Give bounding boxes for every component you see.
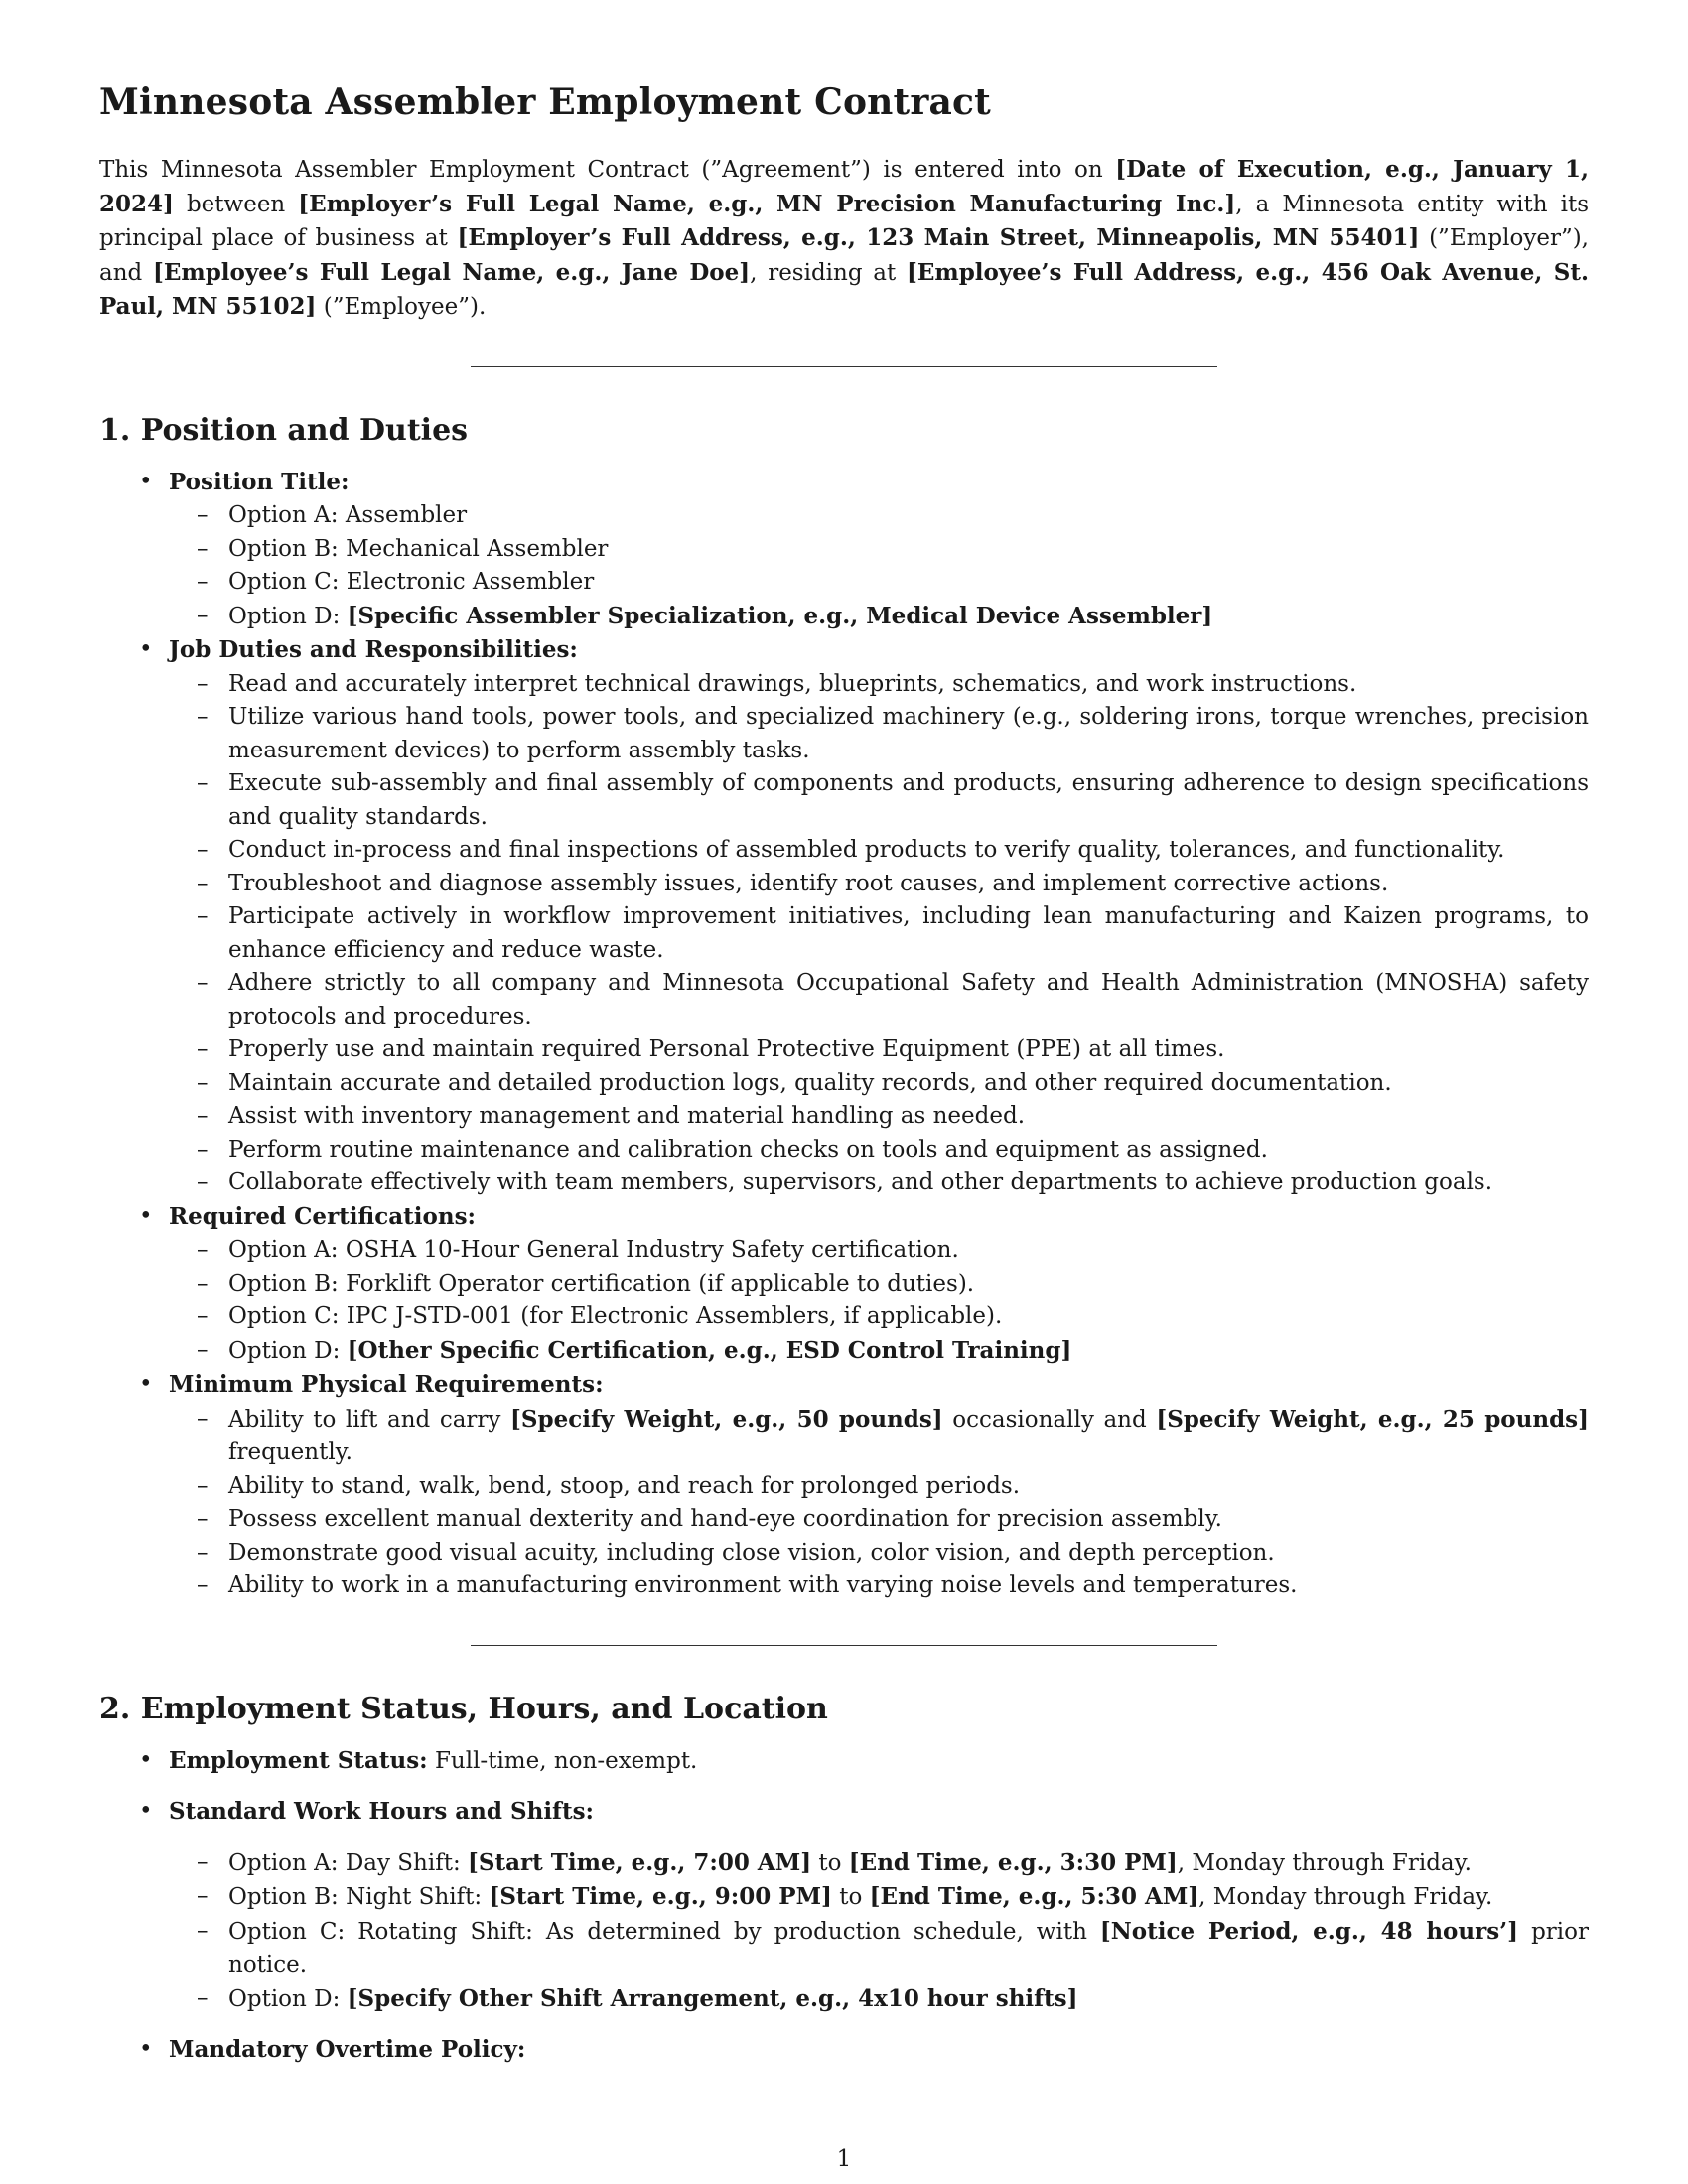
list-item [169, 1234, 1589, 1268]
placeholder-text: [Specify Weight, e.g., 25 pounds] [1156, 1405, 1589, 1433]
item-label: Job Duties and Responsibilities: [169, 636, 578, 663]
item-text: Option B: Mechanical Assembler [228, 535, 609, 562]
item-text: Full-time, non-exempt. [427, 1747, 698, 1774]
item-text: Perform routine maintenance and calibration checks on tools and equipment as assigned. [228, 1136, 1268, 1162]
list-item [169, 834, 1589, 868]
dash-icon: – [197, 502, 209, 528]
date-placeholder: [Date of Execution, e.g., January 1, 2024] [99, 156, 1590, 217]
dash-icon: – [197, 1169, 209, 1195]
list-item [169, 1067, 1589, 1101]
list-item [169, 1300, 1589, 1334]
section-divider [471, 1645, 1217, 1646]
item-label: Employment Status: [169, 1746, 428, 1774]
dash-icon: – [197, 1036, 209, 1062]
dash-icon: – [197, 535, 209, 562]
placeholder-text: [End Time, e.g., 5:30 AM] [869, 1883, 1199, 1910]
list-item-certifications [99, 1200, 1589, 1369]
list-item [169, 1915, 1589, 1982]
dash-icon: – [197, 1883, 209, 1909]
item-text: Properly use and maintain required Personal Protective Equipment (PPE) at all times. [228, 1036, 1225, 1062]
dash-icon: – [197, 602, 209, 628]
list-item [169, 900, 1589, 967]
dash-icon: – [197, 1984, 209, 2011]
list-item [169, 668, 1589, 702]
item-text: Ability to work in a manufacturing environment with varying noise levels and temperatures. [228, 1572, 1298, 1598]
bullet-icon: • [139, 1746, 153, 1773]
section-2-list [99, 1744, 1589, 2068]
dash-icon: – [197, 1539, 209, 1566]
section-2-heading: 2. Employment Status, Hours, and Location [99, 1691, 828, 1726]
dash-icon: – [197, 1237, 209, 1263]
dash-icon: – [197, 1069, 209, 1096]
dash-icon: – [197, 770, 209, 796]
bullet-icon: • [139, 468, 153, 494]
placeholder-text: [Specify Weight, e.g., 50 pounds] [510, 1405, 943, 1433]
dash-icon: – [197, 1848, 209, 1875]
document-page [99, 81, 1589, 2085]
dash-icon: – [197, 870, 209, 896]
dash-icon: – [197, 1572, 209, 1598]
bullet-icon: • [139, 2036, 153, 2062]
list-item [169, 1570, 1589, 1603]
section-1-heading: 1. Position and Duties [99, 412, 469, 448]
item-text: frequently. [228, 1439, 352, 1465]
item-label: Required Certifications: [169, 1202, 477, 1230]
list-item-position-title [99, 466, 1589, 634]
list-item [169, 566, 1589, 600]
item-text: to [831, 1884, 870, 1910]
list-item-job-duties [99, 633, 1589, 1200]
employee-name-placeholder: [Employee’s Full Legal Name, e.g., Jane Doe] [152, 258, 751, 286]
item-text: Troubleshoot and diagnose assembly issues, identify root causes, and implement corrective actions. [228, 870, 1389, 896]
dash-icon: – [197, 1303, 209, 1329]
intro-text: , a Minnesota entity with its principal place of business at [99, 191, 1589, 251]
item-text: Option D: [228, 1985, 348, 2012]
list-item-physical-requirements [99, 1368, 1589, 1603]
dash-icon: – [197, 1103, 209, 1129]
item-text: Option B: Night Shift: [228, 1884, 490, 1910]
item-text: Possess excellent manual dexterity and hand-eye coordination for precision assembly. [228, 1506, 1222, 1532]
intro-text: (”Employer”), and [99, 225, 1589, 286]
item-text: Option C: Electronic Assembler [228, 569, 595, 595]
list-item [169, 1846, 1589, 1881]
dash-icon: – [197, 903, 209, 929]
dash-icon: – [197, 1270, 209, 1297]
intro-text: between [173, 191, 299, 217]
item-text: to [811, 1849, 849, 1876]
list-item [169, 1033, 1589, 1067]
item-label: Standard Work Hours and Shifts: [169, 1798, 595, 1825]
intro-text: (”Employee”). [316, 294, 487, 320]
section-divider [471, 366, 1217, 367]
item-text: Assist with inventory management and material handling as needed. [228, 1103, 1026, 1129]
item-text: Execute sub-assembly and final assembly of components and products, ensuring adherence to design specifications and quality standards. [228, 770, 1589, 830]
placeholder-text: [Other Specific Certification, e.g., ESD Control Training] [347, 1336, 1072, 1364]
list-item [169, 600, 1589, 634]
bullet-icon: • [139, 1202, 153, 1229]
item-text: Option A: Assembler [228, 502, 468, 528]
item-text: Option D: [228, 603, 348, 629]
item-text: Demonstrate good visual acuity, including close vision, color vision, and depth perception. [228, 1539, 1275, 1566]
intro-paragraph [99, 153, 1589, 325]
item-text: , Monday through Friday. [1198, 1884, 1493, 1910]
list-item [169, 1470, 1589, 1504]
item-text: Maintain accurate and detailed production logs, quality records, and other required documentation. [228, 1069, 1392, 1096]
dash-icon: – [197, 569, 209, 595]
item-text: prior notice. [228, 1918, 1589, 1978]
item-text: Utilize various hand tools, power tools, and specialized machinery (e.g., soldering irons, torque wrenches, precision measurement devices) to perform assembly tasks. [228, 704, 1589, 763]
dash-icon: – [197, 1917, 209, 1944]
item-label: Minimum Physical Requirements: [169, 1371, 604, 1398]
item-text: , Monday through Friday. [1177, 1849, 1472, 1876]
placeholder-text: [Specify Other Shift Arrangement, e.g., 4x10 hour shifts] [347, 1984, 1078, 2012]
item-text: Collaborate effectively with team members, supervisors, and other departments to achieve production goals. [228, 1169, 1493, 1195]
list-item [169, 1880, 1589, 1915]
list-item [169, 1166, 1589, 1200]
list-item [169, 1982, 1589, 2017]
dash-icon: – [197, 1405, 209, 1432]
dash-icon: – [197, 1336, 209, 1363]
dash-icon: – [197, 970, 209, 996]
list-item [169, 1134, 1589, 1167]
list-item [169, 1100, 1589, 1134]
dash-icon: – [197, 670, 209, 697]
item-text: Ability to lift and carry [228, 1406, 511, 1433]
shifts-list [169, 1846, 1589, 2017]
list-item [169, 1403, 1589, 1470]
placeholder-text: [Start Time, e.g., 7:00 AM] [468, 1848, 812, 1876]
placeholder-text: [Notice Period, e.g., 48 hours’] [1099, 1917, 1519, 1945]
document-title: Minnesota Assembler Employment Contract [99, 81, 992, 123]
item-text: Option C: IPC J-STD-001 (for Electronic Assemblers, if applicable). [228, 1303, 1003, 1329]
dash-icon: – [197, 1472, 209, 1499]
dash-icon: – [197, 704, 209, 730]
employer-name-placeholder: [Employer’s Full Legal Name, e.g., MN Precision Manufacturing Inc.] [298, 190, 1236, 217]
item-text: Ability to stand, walk, bend, stoop, and reach for prolonged periods. [228, 1472, 1021, 1499]
item-text: Conduct in-process and final inspections of assembled products to verify quality, tolerances, and functionality. [228, 837, 1505, 863]
list-item [169, 868, 1589, 901]
list-item [169, 533, 1589, 567]
position-options [169, 499, 1589, 633]
list-item-work-hours [99, 1795, 1589, 2016]
placeholder-text: [Start Time, e.g., 9:00 PM] [489, 1883, 832, 1910]
dash-icon: – [197, 1506, 209, 1532]
employer-address-placeholder: [Employer’s Full Address, e.g., 123 Main Street, Minneapolis, MN 55401] [457, 224, 1420, 251]
intro-text: This Minnesota Assembler Employment Contract (”Agreement”) is entered into on [99, 157, 1116, 183]
placeholder-text: [End Time, e.g., 3:30 PM] [848, 1848, 1178, 1876]
employee-address-placeholder: [Employee’s Full Address, e.g., 456 Oak Avenue, St. Paul, MN 55102] [99, 258, 1589, 320]
item-text: Option C: Rotating Shift: As determined by production schedule, with [228, 1918, 1100, 1945]
bullet-icon: • [139, 1371, 153, 1397]
item-text: Option B: Forklift Operator certification (if applicable to duties). [228, 1270, 975, 1297]
list-item [169, 1503, 1589, 1537]
item-text: Read and accurately interpret technical drawings, blueprints, schematics, and work instructions. [228, 670, 1357, 697]
item-text: Option A: Day Shift: [228, 1849, 469, 1876]
item-text: Participate actively in workflow improvement initiatives, including lean manufacturing and Kaizen programs, to enhance efficiency and reduce waste. [228, 903, 1589, 963]
list-item [169, 1334, 1589, 1369]
list-item [169, 499, 1589, 533]
item-label: Position Title: [169, 468, 350, 495]
bullet-icon: • [139, 636, 153, 662]
list-item [169, 767, 1589, 834]
list-item [169, 967, 1589, 1033]
dash-icon: – [197, 1136, 209, 1162]
item-text: Adhere strictly to all company and Minnesota Occupational Safety and Health Administration (MNOSHA) safety protocols and procedures. [228, 970, 1589, 1029]
physical-list [169, 1403, 1589, 1603]
duties-list [169, 668, 1589, 1200]
list-item [169, 1268, 1589, 1301]
page-number: 1 [836, 2146, 852, 2172]
list-item-employment-status [99, 1744, 1589, 1779]
list-item-overtime-policy [99, 2033, 1589, 2068]
item-label: Mandatory Overtime Policy: [169, 2036, 526, 2063]
item-text: Option A: OSHA 10-Hour General Industry Safety certification. [228, 1237, 959, 1263]
placeholder-text: [Specific Assembler Specialization, e.g., Medical Device Assembler] [347, 602, 1213, 629]
section-1-list [99, 466, 1589, 1603]
list-item [169, 701, 1589, 767]
certifications-list [169, 1234, 1589, 1368]
dash-icon: – [197, 837, 209, 863]
item-text: Option D: [228, 1337, 348, 1364]
list-item [169, 1537, 1589, 1570]
bullet-icon: • [139, 1798, 153, 1824]
intro-text: , residing at [750, 259, 907, 286]
item-text: occasionally and [942, 1406, 1157, 1433]
